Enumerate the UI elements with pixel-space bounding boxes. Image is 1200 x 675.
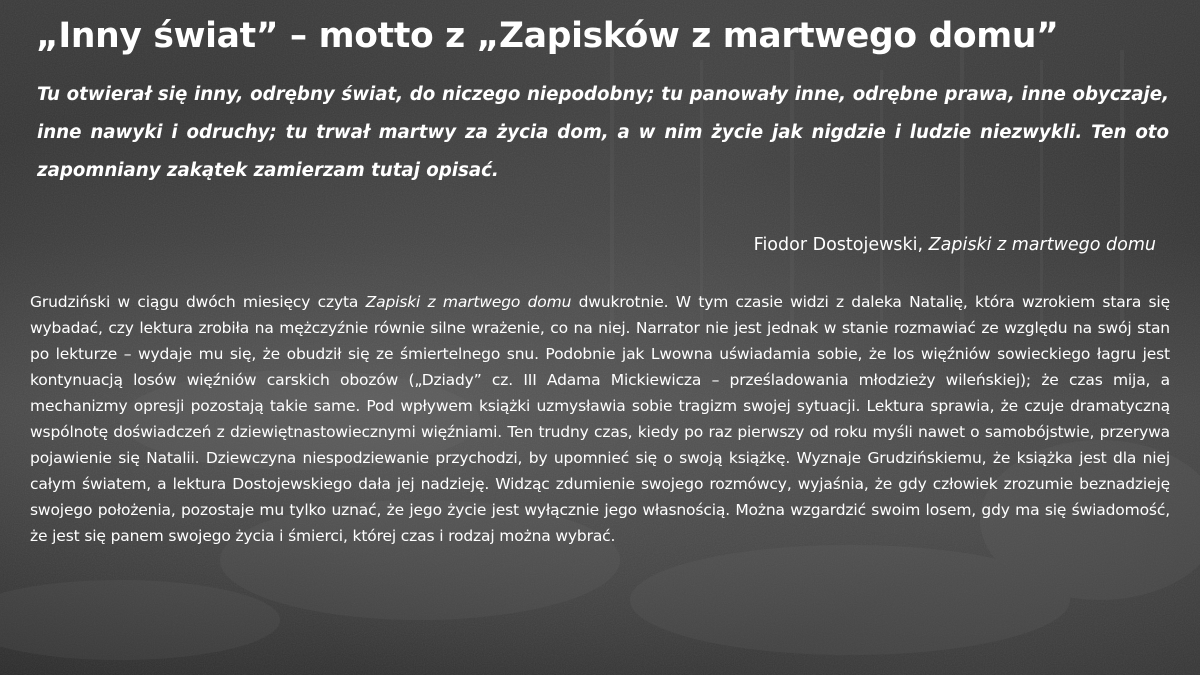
body-work-title: Zapiski z martwego domu [365,293,572,311]
attribution-author: Fiodor Dostojewski, [753,235,929,255]
body-text-rest: dwukrotnie. W tym czasie widzi z daleka Natalię, która wzrokiem stara się wybadać, czy lektura zrobiła na mężczyźnie równie silne wrażenie, co na niej. Narrator nie jest jednak w stanie rozmawiać ze względu na swój stan po lekturze – wydaje mu się, że obudził się ze śmiertelnego snu. Podobnie jak Lwowna uświadamia sobie, że los więźniów sowieckiego łagru jest kontynuacją losów więźniów carskich obozów („Dziady” cz. III Adama Mickiewicza – prześladowania młodzieży wileńskiej); że czas mija, a mechanizmy opresji pozostają takie same. Pod wpływem książki uzmysławia sobie tragizm swojej sytuacji. Lektura sprawia, że czuje dramatyczną wspólnotę doświadczeń z dziewiętnastowiecznymi więźniami. Ten trudny czas, kiedy po raz pierwszy od roku myśli nawet o samobójstwie, przerywa pojawienie się Natalii. Dziewczyna niespodziewanie przychodzi, by upomnieć się o swoją książkę. Wyznaje Grudzińskiemu, że książka jest dla niej całym światem, a lektura Dostojewskiego dała jej nadzieję. Widząc zdumienie swojego rozmówcy, wyjaśnia, że gdy człowiek zrozumie beznadzieję swojego położenia, pozostaje mu tylko uznać, że jego życie jest wyłącznie jego własnością. Można wzgardzić swoim losem, gdy ma się świadomość, że jest się panem swojego życia i śmierci, której czas i rodzaj można wybrać. [30,293,1170,545]
attribution-work-title: Zapiski z martwego domu [928,235,1156,255]
body-paragraph [30,289,1170,549]
slide-title: „Inny świat” – motto z „Zapisków z martwego domu” [36,16,1059,56]
quote-attribution [754,232,1156,258]
body-text-start: Grudziński w ciągu dwóch miesięcy czyta [30,293,366,311]
motto-quote: Tu otwierał się inny, odrębny świat, do niczego niepodobny; tu panowały inne, odrębne prawa, inne obyczaje, inne nawyki i odruchy; tu trwał martwy za życia dom, a w nim życie jak nigdzie i ludzie niezwykli. Ten oto zapomniany zakątek zamierzam tutaj opisać. [37,84,1169,181]
